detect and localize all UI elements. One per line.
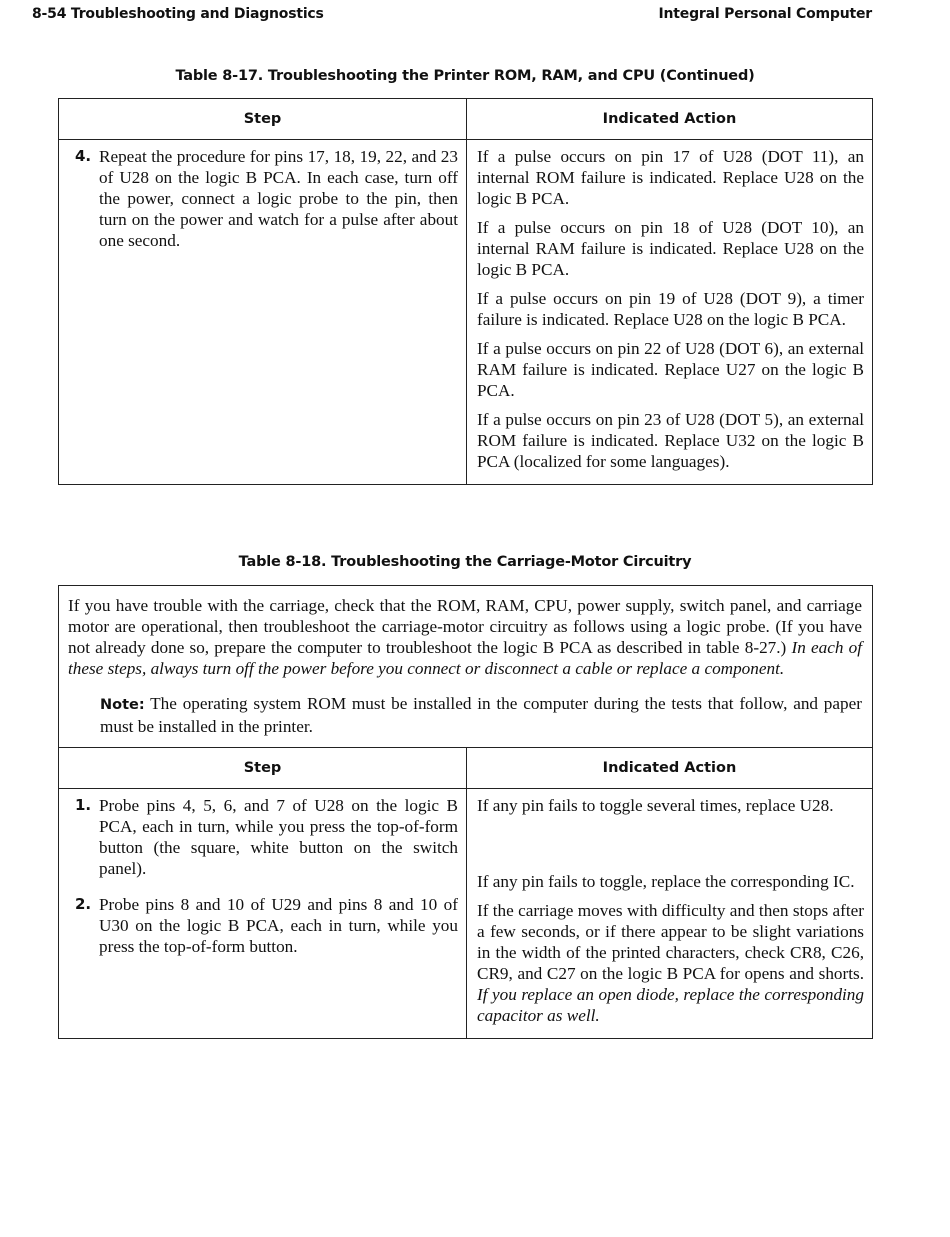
column-header-step: Step (59, 748, 467, 789)
column-header-action: Indicated Action (467, 748, 873, 789)
step-cell (59, 140, 467, 485)
step-text: Probe pins 4, 5, 6, and 7 of U28 on the logic B PCA, each in turn, while you press the top-of-form button (the square, white button on the switch panel). (99, 796, 458, 878)
step-number: 2. (75, 895, 92, 913)
action-cell (467, 140, 873, 485)
intro-cell (59, 586, 873, 748)
action-paragraph: If any pin fails to toggle several times, replace U28. (477, 796, 834, 815)
action-paragraph: If a pulse occurs on pin 17 of U28 (DOT 11), an internal ROM failure is indicated. Replace U28 on the logic B PCA. (477, 147, 864, 208)
table-8-17 (58, 98, 873, 485)
action-paragraph: If a pulse occurs on pin 22 of U28 (DOT 6), an external RAM failure is indicated. Replace U27 on the logic B PCA. (477, 339, 864, 400)
note-text: The operating system ROM must be installed in the computer during the tests that follow, and paper must be installed in the printer. (100, 694, 862, 736)
column-header-action: Indicated Action (467, 99, 873, 140)
page-header-right: Integral Personal Computer (658, 6, 872, 22)
table-8-17-caption: Table 8-17. Troubleshooting the Printer ROM, RAM, and CPU (Continued) (175, 68, 755, 84)
page-header-left: 8-54 Troubleshooting and Diagnostics (32, 6, 324, 22)
table-row (59, 140, 873, 485)
action-paragraph: If a pulse occurs on pin 23 of U28 (DOT 5), an external ROM failure is indicated. Replace U32 on the logic B PCA (localized for some languages). (477, 410, 864, 471)
table-8-18 (58, 585, 873, 1039)
step-cell (59, 789, 467, 1039)
intro-text: If you have trouble with the carriage, check that the ROM, RAM, CPU, power supply, switch panel, and carriage motor are operational, then troubleshoot the carriage-motor circuitry as follows using a logic probe. (If you have not already done so, prepare the computer to troubleshoot the logic B PCA as described in table 8-27.) (68, 596, 862, 657)
action-paragraph (477, 900, 864, 1026)
step-number: 4. (75, 147, 92, 165)
intro-warning: In each of these steps, always turn off the power before you connect or disconnect a cable or replace a component. (68, 638, 863, 678)
table-8-18-caption: Table 8-18. Troubleshooting the Carriage-Motor Circuitry (238, 554, 692, 570)
step-text: Repeat the procedure for pins 17, 18, 19, 22, and 23 of U28 on the logic B PCA. In each case, turn off the power, connect a logic probe to the pin, then turn on the power and watch for a pulse after about one second. (99, 147, 458, 250)
note-label: Note: (100, 697, 145, 713)
action-paragraph: If any pin fails to toggle, replace the corresponding IC. (477, 872, 855, 891)
action-paragraph: If a pulse occurs on pin 18 of U28 (DOT 10), an internal RAM failure is indicated. Replace U28 on the logic B PCA. (477, 218, 864, 279)
note-paragraph (100, 693, 862, 737)
step-text: Probe pins 8 and 10 of U29 and pins 8 and 10 of U30 on the logic B PCA, each in turn, while you press the top-of-form button. (99, 895, 458, 956)
table-row (59, 789, 873, 1039)
action-paragraph: If a pulse occurs on pin 19 of U28 (DOT 9), a timer failure is indicated. Replace U28 on the logic B PCA. (477, 289, 864, 329)
intro-paragraph (68, 595, 862, 679)
column-header-step: Step (59, 99, 467, 140)
action-text: If the carriage moves with difficulty and then stops after a few seconds, or if there appear to be slight variations in the width of the printed characters, check CR8, C26, CR9, and C27 on the logic B PCA for opens and shorts. (477, 901, 864, 983)
action-cell (467, 789, 873, 1039)
action-italic-text: If you replace an open diode, replace the corresponding capacitor as well. (477, 985, 864, 1025)
step-number: 1. (75, 796, 92, 814)
